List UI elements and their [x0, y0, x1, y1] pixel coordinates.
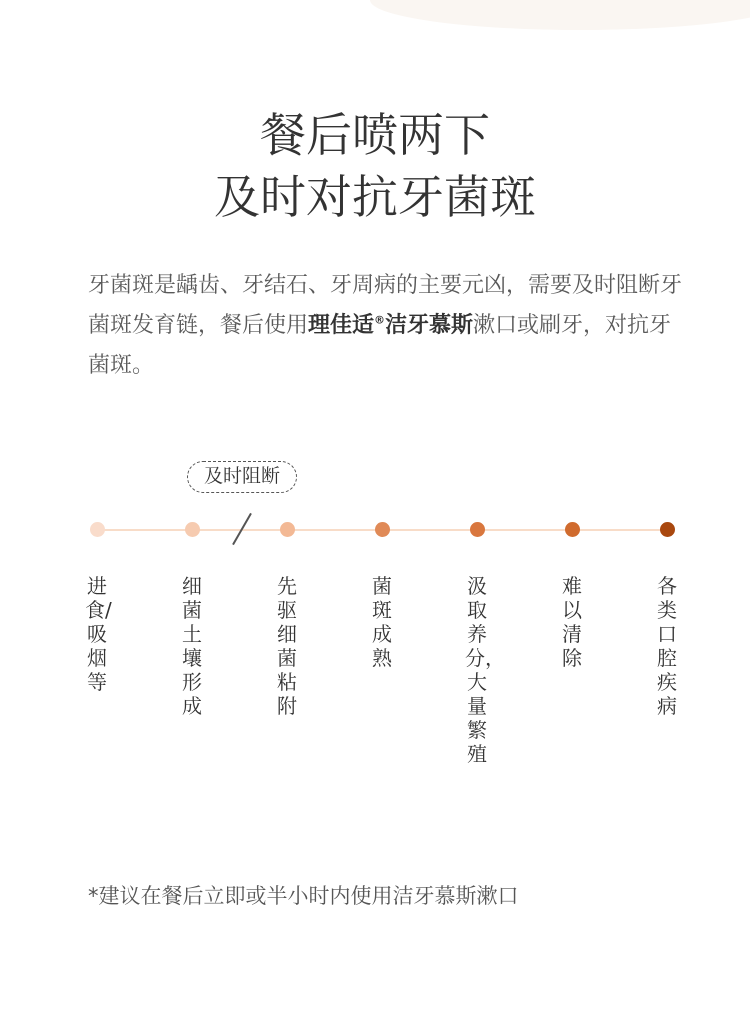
intro-brand: [308, 313, 473, 338]
intro-paragraph: [88, 266, 688, 386]
stage-dot: [375, 522, 390, 537]
footnote: *建议在餐后立即或半小时内使用洁牙慕斯漱口: [88, 884, 519, 908]
stage-label: 各类口腔疾病: [657, 574, 677, 718]
stage-label: 先驱细菌粘附: [277, 574, 297, 718]
stage-dot: [660, 522, 675, 537]
registered-mark: ®: [374, 313, 386, 327]
stage-label: 难以清除: [562, 574, 582, 670]
stage-label: 菌斑成熟: [372, 574, 392, 670]
intro-text-before: 牙菌斑是龋齿、牙结石、牙周病的主要元凶，需要及时阻断牙菌斑发育链，餐后使用: [88, 273, 683, 338]
headline-line-1: 餐后喷两下: [260, 108, 490, 162]
stage-dot: [185, 522, 200, 537]
intro-brand-name: 理佳适: [308, 313, 375, 338]
stage-dot: [470, 522, 485, 537]
intro-product-name: 洁牙慕斯: [385, 313, 474, 338]
stage-dot: [90, 522, 105, 537]
plaque-timeline: [0, 460, 750, 820]
stage-label: 细菌土壤形成: [182, 574, 202, 718]
stage-dot: [280, 522, 295, 537]
intro-text-after: 漱口或刷牙，对抗牙菌斑。: [88, 313, 672, 378]
headline-line-2: 及时对抗牙菌斑: [214, 170, 536, 224]
stage-dot: [565, 522, 580, 537]
block-badge: 及时阻断: [187, 461, 297, 493]
stage-label: 进食/吸烟等: [85, 574, 112, 694]
stage-label: 汲取养分，大量繁殖: [465, 574, 505, 766]
corner-decoration: [370, 0, 750, 30]
